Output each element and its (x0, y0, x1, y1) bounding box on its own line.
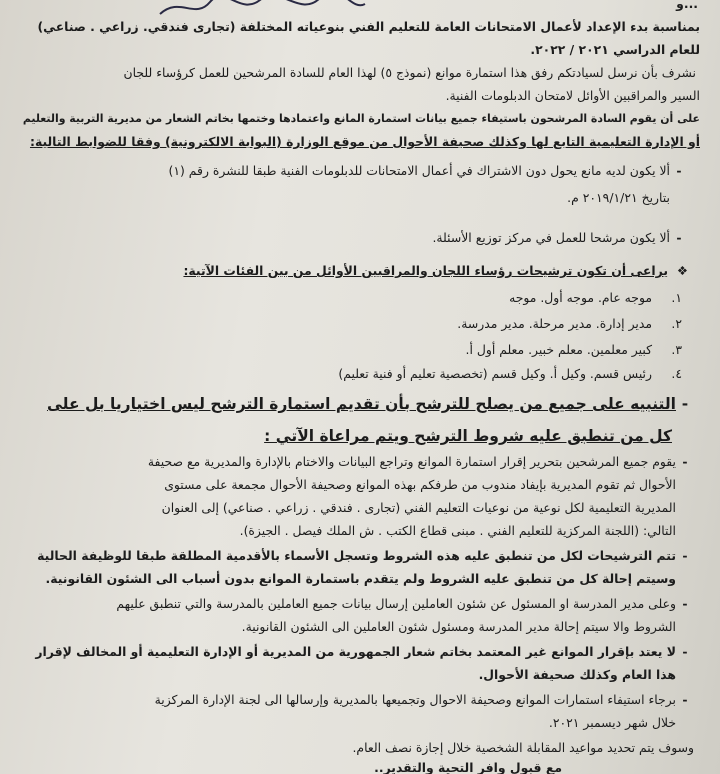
category-item: ٤.رئيس قسم. وكيل أ. وكيل قسم (تخصصية تعليم أو فنية تعليم) (338, 366, 682, 381)
rule-3-line-2: الشروط والا سيتم إحالة مدير المدرسة ومسئول شئون العاملين الى الشئون القانونية. (241, 619, 676, 634)
rule-5-line-2: خلال شهر ديسمبر ٢٠٢١. (548, 715, 676, 730)
rule-1-line-4: التالي: (اللجنة المركزية للتعليم الفني . مبنى قطاع الكتب . ش الملك فيصل . الجيزة). (239, 523, 676, 538)
rule-4-line-1: -لا يعتد بإقرار الموانع غير المعتمد بخاتم شعار الجمهورية من المديرية أو الإدارة التعليمية أو المخالف لإقرار (35, 644, 688, 659)
para1-line-2: السير والمراقبين الأوائل لامتحان الدبلومات الفنية. (445, 88, 700, 103)
closing-line: مع قبول وافر التحية والتقدير.. (374, 760, 562, 774)
para2-line-1: على أن يقوم السادة المرشحون باستيفاء جميع بيانات استمارة المانع واعتمادها وختمها بخاتم الشعار من مديرية التربية والتعليم (22, 112, 700, 125)
para2-line-2: أو الإدارة التعليمية التابع لها وكذلك صحيفة الأحوال من موقع الوزارة (البوابة الالكترونية) وفقا للضوابط التالية: (29, 134, 700, 149)
rule-4-line-2: هذا العام وكذلك صحيفة الأحوال. (478, 667, 676, 682)
intro-line-1: بمناسبة بدء الإعداد لأعمال الامتحانات العامة للتعليم الفني بنوعياته المختلفة (تجارى فندقي. زراعي . صناعي) (37, 19, 700, 34)
rule-2-line-2: وسيتم إحالة كل من تنطبق عليه الشروط ولم يتقدم باستمارة الموانع بدون أسباب الى الشئون القانونية. (45, 571, 676, 586)
rule-1-line-1: -يقوم جميع المرشحين بتحرير إقرار استمارة الموانع وتراجع البيانات والاختام بالإدارة والمديرية مع صحيفة (147, 454, 688, 469)
intro-line-2: للعام الدراسي ٢٠٢١ / ٢٠٢٢. (530, 42, 700, 57)
rule-1-line-2: الأحوال ثم تقوم المديرية بإيفاد مندوب من طرفكم بهذه الموانع وصحيفة الأحوال مجمعة على مستوى (164, 477, 676, 492)
rule-2-line-1: -تتم الترشيحات لكل من تنطبق عليه هذه الشروط وتسجل الأسماء بالأقدمية المطلقة طبقا للوظيفة الحالية (37, 548, 688, 563)
category-item: ١.موجه عام. موجه أول. موجه (509, 290, 682, 305)
condition-1: -ألا يكون لديه مانع يحول دون الاشتراك في أعمال الامتحانات للدبلومات الفنية طبقا للنشرة رقم (١) (168, 163, 682, 178)
header-partial: ...و (676, 0, 698, 11)
diamond-bullet-icon: ❖ (676, 263, 688, 278)
category-item: ٢.مدير إدارة. مدير مرحلة. مدير مدرسة. (457, 316, 682, 331)
rule-1-line-3: المديرية التعليمية لكل نوعية من نوعيات التعليم الفني (تجارى . فندقي . زراعي . صناعي) إلى العنوان (161, 500, 676, 515)
notice-line-1: -التنبيه على جميع من يصلح للترشح بأن تقديم استمارة الترشح ليس اختياريا بل على (46, 395, 689, 413)
condition-1-date: بتاريخ ٢٠١٩/١/٢١ م. (567, 190, 670, 205)
rule-3-line-1: -وعلى مدير المدرسة او المسئول عن شئون العاملين إرسال بيانات جميع العاملين بالمدرسة والتي تنطبق عليهم (116, 596, 688, 611)
category-item: ٣.كبير معلمين. معلم خبير. معلم أول أ. (465, 342, 682, 357)
categories-title: ❖يراعى أن تكون ترشيحات رؤساء اللجان والمراقبين الأوائل من بين الفئات الآتية: (183, 259, 688, 283)
para1-line-1: نشرف بأن نرسل لسيادتكم رفق هذا استمارة موانع (نموذج ٥) لهذا العام للسادة المرشحين للعمل كرؤساء للجان (123, 65, 696, 80)
notice-line-2: كل من تنطبق عليه شروط الترشح ويتم مراعاة الآتي : (264, 427, 672, 445)
interview-note: وسوف يتم تحديد مواعيد المقابلة الشخصية خلال إجازة نصف العام. (352, 740, 694, 755)
rule-5-line-1: -برجاء استيفاء استمارات الموانع وصحيفة الاحوال وتجميعها بالمديرية وإرسالها الى لجنة الإدارة المركزية (154, 692, 688, 707)
condition-2: -ألا يكون مرشحا للعمل في مركز توزيع الأسئلة. (432, 230, 682, 245)
